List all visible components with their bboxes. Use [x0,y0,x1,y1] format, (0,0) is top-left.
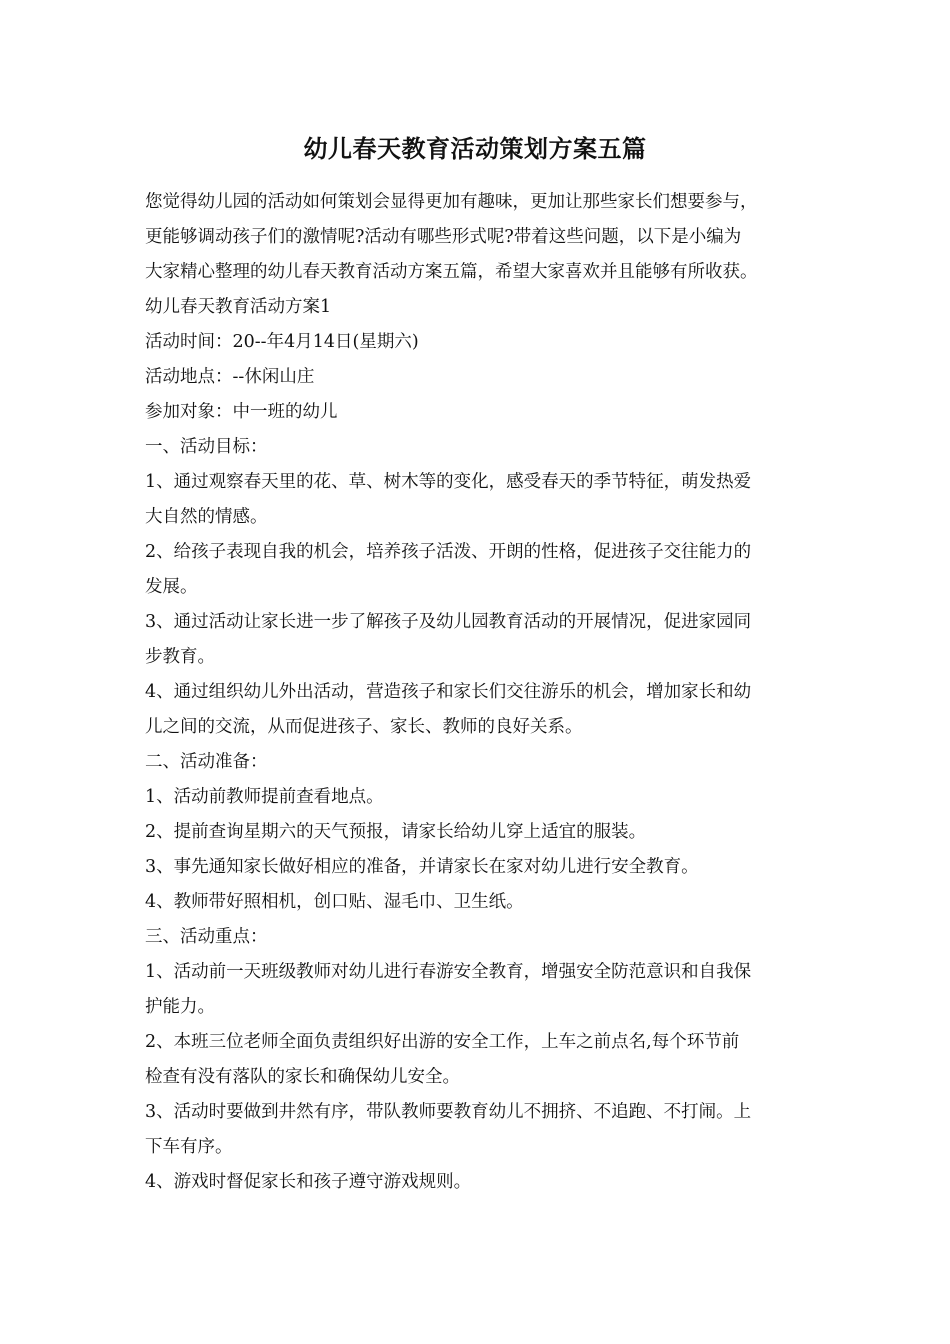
text-line: 大家精心整理的幼儿春天教育活动方案五篇，希望大家喜欢并且能够有所收获。 [145,262,758,282]
text-line: 3、事先通知家长做好相应的准备，并请家长在家对幼儿进行安全教育。 [145,857,699,877]
text-line: 2、提前查询星期六的天气预报，请家长给幼儿穿上适宜的服装。 [145,822,647,842]
text-line: 您觉得幼儿园的活动如何策划会显得更加有趣味，更加让那些家长们想要参与， [145,192,758,212]
text-line: 2、本班三位老师全面负责组织好出游的安全工作，上车之前点名,每个环节前 [145,1032,740,1052]
document-title: 幼儿春天教育活动策划方案五篇 [303,134,647,163]
section-heading: 三、活动重点： [145,927,268,947]
text-line: 发展。 [145,577,198,597]
text-line: 1、通过观察春天里的花、草、树木等的变化，感受春天的季节特征，萌发热爱 [145,472,752,492]
text-line: 3、活动时要做到井然有序，带队教师要教育幼儿不拥挤、不追跑、不打闹。上 [145,1102,752,1122]
text-line: 4、游戏时督促家长和孩子遵守游戏规则。 [145,1172,472,1192]
document-body [145,185,835,1200]
text-line: 1、活动前教师提前查看地点。 [145,787,384,807]
text-line: 大自然的情感。 [145,507,268,527]
section-heading: 二、活动准备： [145,752,268,772]
text-line: 活动地点：--休闲山庄 [145,367,315,387]
text-line: 1、活动前一天班级教师对幼儿进行春游安全教育，增强安全防范意识和自我保 [145,962,752,982]
text-line: 儿之间的交流，从而促进孩子、家长、教师的良好关系。 [145,717,583,737]
text-line: 更能够调动孩子们的激情呢?活动有哪些形式呢?带着这些问题，以下是小编为 [145,227,742,247]
text-line: 3、通过活动让家长进一步了解孩子及幼儿园教育活动的开展情况，促进家园同 [145,612,752,632]
text-line: 活动时间：20--年4月14日(星期六) [145,332,419,352]
section-heading: 幼儿春天教育活动方案1 [145,297,332,317]
text-line: 4、通过组织幼儿外出活动，营造孩子和家长们交往游乐的机会，增加家长和幼 [145,682,752,702]
text-line: 步教育。 [145,647,215,667]
text-line: 下车有序。 [145,1137,233,1157]
text-line: 护能力。 [145,997,215,1017]
text-line: 2、给孩子表现自我的机会，培养孩子活泼、开朗的性格，促进孩子交往能力的 [145,542,752,562]
text-line: 检查有没有落队的家长和确保幼儿安全。 [145,1067,460,1087]
text-line: 参加对象：中一班的幼儿 [145,402,338,422]
section-heading: 一、活动目标： [145,437,268,457]
text-line: 4、教师带好照相机，创口贴、湿毛巾、卫生纸。 [145,892,524,912]
